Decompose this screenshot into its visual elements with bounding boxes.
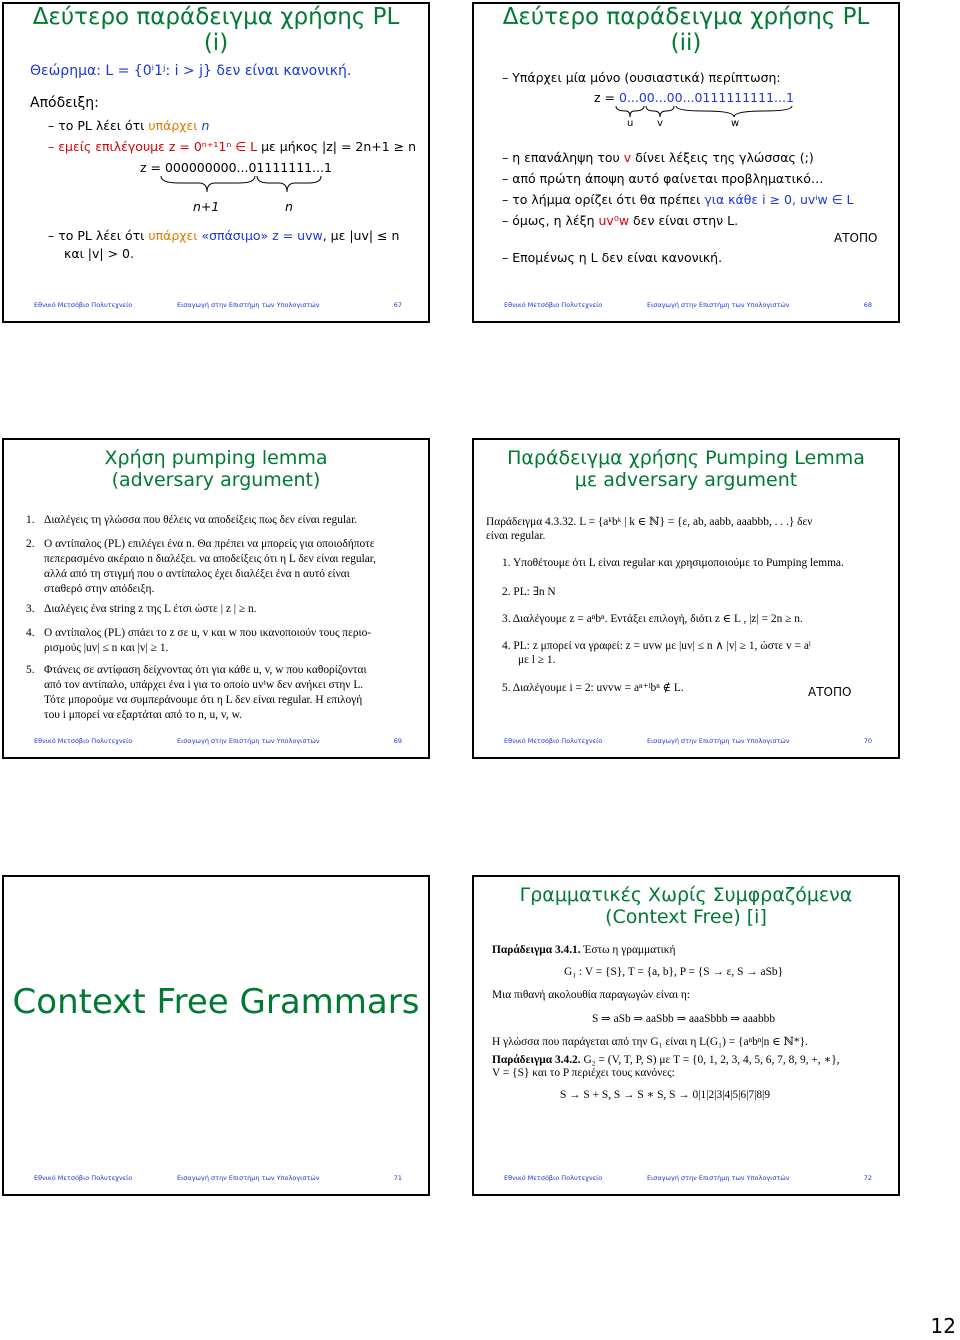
language-line: Η γλώσσα που παράγεται από την G₁ είναι η L(G₁) = {aⁿbⁿ|n ∈ ℕ*}. xyxy=(492,1036,808,1048)
brace-group xyxy=(159,174,339,196)
z-string: z = 000000000...01111111...1 xyxy=(140,160,332,175)
footer-institution: Εθνικό Μετσόβιο Πολυτεχνείο xyxy=(34,301,133,309)
line-3: – από πρώτη άποψη αυτό φαίνεται προβληματικό… xyxy=(502,171,824,186)
example-2-heading: Παράδειγμα 3.4.2. G₂ = (V, T, P, S) με T = {0, 1, 2, 3, 4, 5, 6, 7, 8, 9, +, ∗}, xyxy=(492,1054,840,1066)
pl-line-2: – εμείς επιλέγουμε z = 0ⁿ⁺¹1ⁿ ∈ L με μήκος |z| = 2n+1 ≥ n xyxy=(48,139,417,154)
slide-67 xyxy=(2,2,430,323)
step-1: 1. Υποθέτουμε ότι L είναι regular και χρησιμοποιούμε το Pumping lemma. xyxy=(502,557,844,569)
proof-label: Απόδειξη: xyxy=(30,95,99,111)
derivation-intro: Μια πιθανή ακολουθία παραγωγών είναι η: xyxy=(492,989,690,1001)
step-5: 5. Διαλέγουμε i = 2: uvvw = aⁿ⁺ˡbⁿ ∉ L. xyxy=(502,682,684,694)
grammar-g1: G₁ : V = {S}, T = {a, b}, P = {S → ε, S → aSb} xyxy=(564,966,784,978)
slide-72 xyxy=(472,875,900,1196)
footer-course: Εισαγωγή στην Επιστήμη των Υπολογιστών xyxy=(647,737,790,745)
theorem: Θεώρημα: L = {0ⁱ1ʲ: i > j} δεν είναι κανονική. xyxy=(30,63,352,79)
atopo-label: ΑΤΟΠΟ xyxy=(808,685,852,699)
label-w: w xyxy=(731,118,740,129)
label-v: v xyxy=(657,118,663,129)
title-line-1: Χρήση pumping lemma xyxy=(104,447,328,469)
label-n: n xyxy=(285,199,293,214)
step-5: 5. Φτάνεις σε αντίφαση δείχνοντας ότι για κάθε u, v, w που καθορίζονται από τον αντίπαλο, υπάρχει ένα i για το οποίο uvⁱw δεν ανήκει στην L. Τότε μπορούμε να συμπεράνουμε ότι η L δεν είναι regular. Η επιλογή του i μπορεί να εξαρτάται από το n, u, v, w. xyxy=(26,664,367,722)
step-1: 1. Διαλέγεις τη γλώσσα που θέλεις να αποδείξεις πως δεν είναι regular. xyxy=(26,514,358,526)
step-4-line-1: 4. PL: z μπορεί να γραφεί: z = uvw με |uv| ≤ n ∧ |v| ≥ 1, ώστε v = aˡ xyxy=(502,640,811,652)
page-number: 12 xyxy=(930,1314,956,1338)
slide-68 xyxy=(472,2,900,323)
footer-course: Εισαγωγή στην Επιστήμη των Υπολογιστών xyxy=(177,1174,320,1182)
case-line: – Υπάρχει μία μόνο (ουσιαστικά) περίπτωση: xyxy=(502,70,781,85)
brace-n1 xyxy=(161,176,255,192)
footer-institution: Εθνικό Μετσόβιο Πολυτεχνείο xyxy=(34,1174,133,1182)
title-line-2: (adversary argument) xyxy=(111,468,321,491)
label-n1: n+1 xyxy=(193,199,220,214)
label-u: u xyxy=(627,118,634,129)
pl-line-4: και |v| > 0. xyxy=(64,246,134,261)
production-rules: S → S + S, S → S ∗ S, S → 0|1|2|3|4|5|6|7|8|9 xyxy=(560,1089,771,1101)
brace-group xyxy=(614,104,814,120)
footer xyxy=(4,301,428,311)
slide-71 xyxy=(2,875,430,1196)
slide-title xyxy=(474,4,898,57)
atopo-label: ΑΤΟΠΟ xyxy=(834,231,878,245)
slide-number: 67 xyxy=(393,301,402,309)
slide-number: 69 xyxy=(393,737,402,745)
line-6: – Επομένως η L δεν είναι κανονική. xyxy=(502,250,723,265)
example-1-heading: Παράδειγμα 3.4.1. Έστω η γραμματική xyxy=(492,944,676,956)
footer-course: Εισαγωγή στην Επιστήμη των Υπολογιστών xyxy=(647,1174,790,1182)
footer xyxy=(4,737,428,747)
example-2-line-2: V = {S} και το P περιέχει τους κανόνες: xyxy=(492,1067,675,1079)
step-2: 2. PL: ∃n N xyxy=(502,586,556,598)
title-line-2: (i) xyxy=(203,30,229,57)
pl-line-1: – το PL λέει ότι υπάρχει n xyxy=(48,118,210,133)
slide-title xyxy=(474,448,898,492)
title-line-1: Γραμματικές Χωρίς Συμφραζόμενα xyxy=(519,884,853,906)
slide-69 xyxy=(2,438,430,759)
footer xyxy=(4,1174,428,1184)
slide-70 xyxy=(472,438,900,759)
footer xyxy=(474,301,898,311)
intro-line-1: Παράδειγμα 4.3.32. L = {aᵏbᵏ | k ∈ ℕ} = {ε, ab, aabb, aaabbb, . . .} δεν xyxy=(486,516,813,528)
line-4: – το λήμμα ορίζει ότι θα πρέπει για κάθε i ≥ 0, uvⁱw ∈ L xyxy=(502,192,854,207)
step-3: 3. Διαλέγουμε z = aⁿbⁿ. Εντάξει επιλογή, διότι z ∈ L , |z| = 2n ≥ n. xyxy=(502,613,803,625)
step-4: 4. Ο αντίπαλος (PL) σπάει το z σε u, v και w που ικανοποιούν τους περιο- ρισμούς |uv| ≤ n και |v| ≥ 1. xyxy=(26,627,372,655)
footer-institution: Εθνικό Μετσόβιο Πολυτεχνείο xyxy=(504,1174,603,1182)
pl-line-3: – το PL λέει ότι υπάρχει «σπάσιμο» z = uvw, με |uv| ≤ n xyxy=(48,228,400,243)
footer xyxy=(474,737,898,747)
step-2: 2. Ο αντίπαλος (PL) επιλέγει ένα n. Θα πρέπει να μπορείς για οποιοδήποτε πεπερασμένο ακέραιο n διαλέξει. να αποδείξεις ότι η L δεν είναι regular, αλλά από τη στιγμή που ο αντίπαλος έχει διαλέξει ένα n αυτό είναι σταθερό στην απόδειξη. xyxy=(26,538,376,596)
slide-title xyxy=(474,885,898,929)
footer-course: Εισαγωγή στην Επιστήμη των Υπολογιστών xyxy=(177,301,320,309)
intro-line-2: είναι regular. xyxy=(486,530,546,542)
slide-title xyxy=(4,448,428,492)
step-4-line-2: με l ≥ 1. xyxy=(518,654,556,666)
section-title: Context Free Grammars xyxy=(12,982,420,1022)
slide-number: 72 xyxy=(863,1174,872,1182)
footer-institution: Εθνικό Μετσόβιο Πολυτεχνείο xyxy=(504,737,603,745)
title-line-1: Δεύτερο παράδειγμα χρήσης PL xyxy=(32,4,400,30)
title-line-2: (ii) xyxy=(670,30,702,57)
line-2: – η επανάληψη του v δίνει λέξεις της γλώσσας (;) xyxy=(502,150,814,165)
z-string: z = 0...00...00...0111111111...1 xyxy=(594,90,794,105)
step-3: 3. Διαλέγεις ένα string z της L έτσι ώστε | z | ≥ n. xyxy=(26,603,257,615)
slide-number: 70 xyxy=(863,737,872,745)
title-line-2: (Context Free) [i] xyxy=(605,905,767,928)
footer-course: Εισαγωγή στην Επιστήμη των Υπολογιστών xyxy=(177,737,320,745)
footer-institution: Εθνικό Μετσόβιο Πολυτεχνείο xyxy=(504,301,603,309)
line-5: – όμως, η λέξη uv⁰w δεν είναι στην L. xyxy=(502,213,739,228)
footer-course: Εισαγωγή στην Επιστήμη των Υπολογιστών xyxy=(647,301,790,309)
brace-n xyxy=(257,176,321,192)
footer-institution: Εθνικό Μετσόβιο Πολυτεχνείο xyxy=(34,737,133,745)
slide-number: 68 xyxy=(863,301,872,309)
title-line-2: με adversary argument xyxy=(574,468,798,491)
slide-title xyxy=(4,4,428,57)
title-line-1: Παράδειγμα χρήσης Pumping Lemma xyxy=(507,447,865,469)
footer xyxy=(474,1174,898,1184)
derivation: S ⇒ aSb ⇒ aaSbb ⇒ aaaSbbb ⇒ aaabbb xyxy=(592,1013,776,1025)
title-line-1: Δεύτερο παράδειγμα χρήσης PL xyxy=(502,4,870,30)
slide-number: 71 xyxy=(393,1174,402,1182)
